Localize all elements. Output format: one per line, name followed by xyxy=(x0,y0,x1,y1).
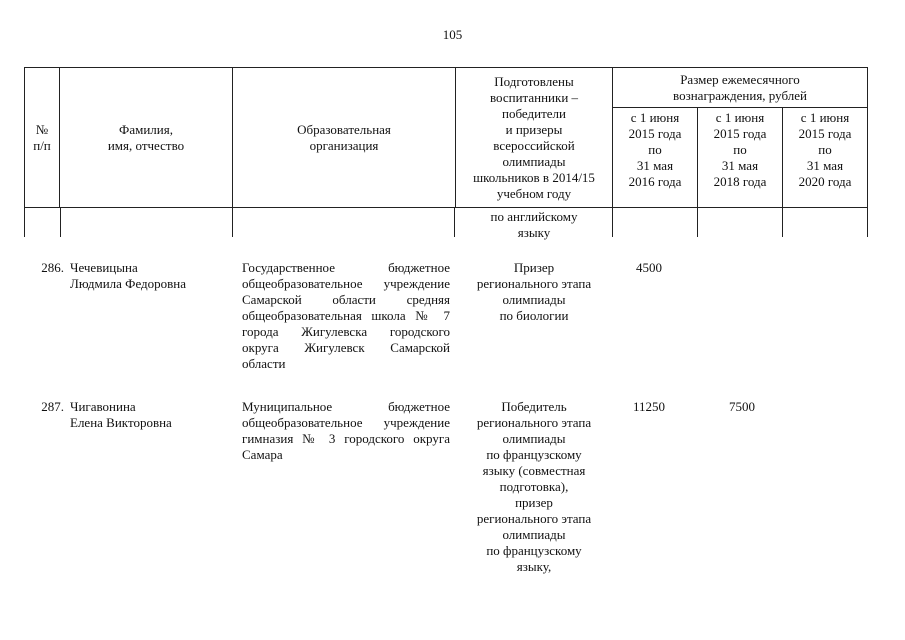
award-2018: 7500 xyxy=(729,399,755,414)
row-number: 286. xyxy=(41,260,64,275)
column-divider xyxy=(782,207,783,237)
table-header xyxy=(24,67,868,208)
header-org: Образовательная организация xyxy=(233,68,456,208)
header-award-group: Размер ежемесячного вознаграждения, рублей xyxy=(613,68,868,108)
column-divider xyxy=(232,207,233,237)
person-name: Чечевицына Людмила Федоровна xyxy=(70,260,187,291)
column-divider xyxy=(24,207,25,237)
award-2016: 4500 xyxy=(636,260,662,275)
organization: Муниципальное бюджетное общеобразовательное учреждение гимназия № 3 городского округа Самара xyxy=(242,399,450,462)
column-divider xyxy=(60,207,61,237)
header-award-2018: с 1 июня 2015 года по 31 мая 2018 года xyxy=(698,108,783,208)
page-number: 105 xyxy=(442,27,463,42)
column-divider xyxy=(867,207,868,237)
header-name: Фамилия, имя, отчество xyxy=(60,68,233,208)
achievement: Призер регионального этапа олимпиады по биологии xyxy=(476,260,592,323)
header-num: № п/п xyxy=(25,68,60,208)
column-divider xyxy=(697,207,698,237)
organization: Государственное бюджетное общеобразовательное учреждение Самарской области средняя общеобразовательная школа № 7 города Жигулевска городского округа Жигулевск Самарской области xyxy=(242,260,450,371)
person-name: Чигавонина Елена Викторовна xyxy=(70,399,172,430)
achievement-continuation: по английскому языку xyxy=(490,209,578,240)
award-2016: 11250 xyxy=(632,399,666,414)
header-award-2016: с 1 июня 2015 года по 31 мая 2016 года xyxy=(613,108,698,208)
header-achievement: Подготовлены воспитанники – победители и призеры всероссийской олимпиады школьников в 2014/15 учебном году xyxy=(456,68,613,208)
achievement: Победитель регионального этапа олимпиады по французскому языку (совместная подготовка), призер регионального этапа олимпиады по французскому языку, xyxy=(476,399,592,574)
row-number: 287. xyxy=(41,399,64,414)
header-award-2020: с 1 июня 2015 года по 31 мая 2020 года xyxy=(783,108,868,208)
